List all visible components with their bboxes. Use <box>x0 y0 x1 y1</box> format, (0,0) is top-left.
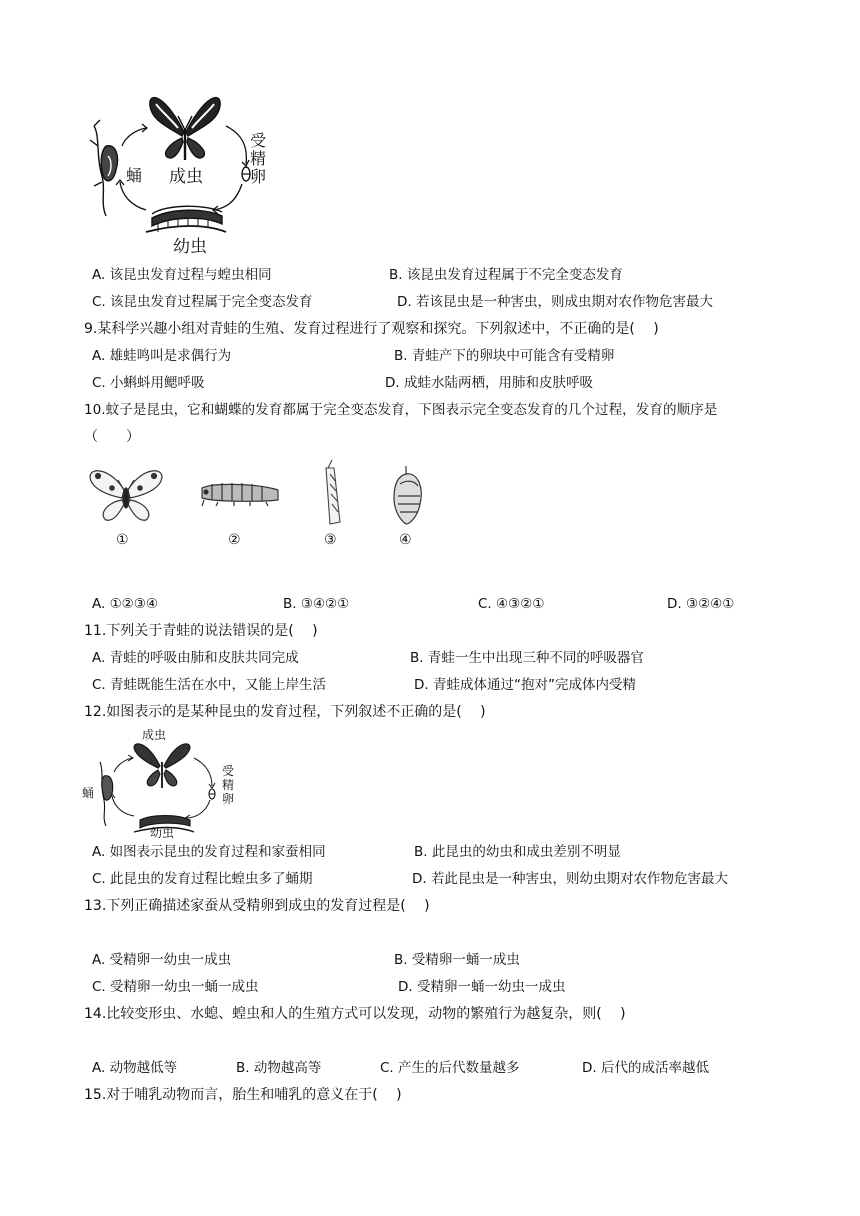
q12-option-a[interactable]: A. 如图表示昆虫的发育过程和家蚕相同 <box>92 844 326 860</box>
q10-label-4: ④ <box>399 532 412 548</box>
q10-stem-line2: （ ） <box>84 429 140 445</box>
egg-stage-drawing <box>326 460 340 524</box>
q11-option-c[interactable]: C. 青蛙既能生活在水中，又能上岸生活 <box>92 677 327 693</box>
butterfly-stage-drawing <box>90 471 162 521</box>
q8-option-c[interactable]: C. 该昆虫发育过程属于完全变态发育 <box>92 294 313 310</box>
fig8-pupa-label: 蛹 <box>126 166 143 185</box>
q10-stages-drawing <box>84 460 434 554</box>
q10-option-b[interactable]: B. ③④②① <box>283 596 350 612</box>
q13-stem: 13.下列正确描述家蚕从受精卵到成虫的发育过程是( ) <box>84 898 430 914</box>
q8-option-d[interactable]: D. 若该昆虫是一种害虫，则成虫期对农作物危害最大 <box>397 294 713 310</box>
q14-stem: 14.比较变形虫、水螅、蝗虫和人的生殖方式可以发现，动物的繁殖行为越复杂，则( ) <box>84 1006 626 1022</box>
q11-option-b[interactable]: B. 青蛙一生中出现三种不同的呼吸器官 <box>410 650 644 666</box>
fig12-larva-label: 幼虫 <box>150 826 175 840</box>
q9-option-c[interactable]: C. 小蝌蚪用鳃呼吸 <box>92 375 205 391</box>
caterpillar-stage-drawing <box>202 483 278 506</box>
q13-option-a[interactable]: A. 受精卵一幼虫一成虫 <box>92 952 232 968</box>
q12-option-c[interactable]: C. 此昆虫的发育过程比蝗虫多了蛹期 <box>92 871 313 887</box>
butterfly-adult-drawing <box>150 98 220 160</box>
life-cycle-figure-q8 <box>86 86 276 262</box>
q11-stem: 11.下列关于青蛙的说法错误的是( ) <box>84 623 318 639</box>
q10-label-3: ③ <box>324 532 337 548</box>
fig12-egg-label: 受精卵 <box>222 764 235 806</box>
q9-option-a[interactable]: A. 雄蛙鸣叫是求偶行为 <box>92 348 232 364</box>
fig8-larva-label: 幼虫 <box>173 237 207 257</box>
q10-option-c[interactable]: C. ④③②① <box>478 596 545 612</box>
q14-option-a[interactable]: A. 动物越低等 <box>92 1060 178 1076</box>
fig8-egg-label: 受精卵 <box>250 131 267 186</box>
q13-option-b[interactable]: B. 受精卵一蛹一成虫 <box>394 952 520 968</box>
q15-stem: 15.对于哺乳动物而言，胎生和哺乳的意义在于( ) <box>84 1087 402 1103</box>
q12-option-b[interactable]: B. 此昆虫的幼虫和成虫差别不明显 <box>414 844 621 860</box>
q10-stem-line1: 10.蚊子是昆虫，它和蝴蝶的发育都属于完全变态发育，下图表示完全变态发育的几个过程，发育的顺序是 <box>84 402 718 418</box>
q10-figure <box>84 460 434 554</box>
q11-option-d[interactable]: D. 青蛙成体通过“抱对”完成体内受精 <box>414 677 636 693</box>
q9-option-d[interactable]: D. 成蛙水陆两栖，用肺和皮肤呼吸 <box>385 375 593 391</box>
q14-option-c[interactable]: C. 产生的后代数量越多 <box>380 1060 520 1076</box>
life-cycle-figure-q12 <box>82 726 242 840</box>
q10-option-d[interactable]: D. ③②④① <box>667 596 735 612</box>
life-cycle-drawing <box>86 86 276 262</box>
q11-option-a[interactable]: A. 青蛙的呼吸由肺和皮肤共同完成 <box>92 650 299 666</box>
q8-option-a[interactable]: A. 该昆虫发育过程与蝗虫相同 <box>92 267 272 283</box>
egg-drawing <box>242 167 250 181</box>
fig12-pupa-label: 蛹 <box>82 786 95 800</box>
q9-option-b[interactable]: B. 青蛙产下的卵块中可能含有受精卵 <box>394 348 615 364</box>
q13-option-c[interactable]: C. 受精卵一幼虫一蛹一成虫 <box>92 979 259 995</box>
q9-stem: 9.某科学兴趣小组对青蛙的生殖、发育过程进行了观察和探究。下列叙述中，不正确的是( ) <box>84 321 659 337</box>
q13-option-d[interactable]: D. 受精卵一蛹一幼虫一成虫 <box>398 979 566 995</box>
q14-option-d[interactable]: D. 后代的成活率越低 <box>582 1060 709 1076</box>
fig8-adult-label: 成虫 <box>169 167 203 187</box>
q12-stem: 12.如图表示的是某种昆虫的发育过程，下列叙述不正确的是( ) <box>84 704 486 720</box>
pupa-drawing <box>90 120 118 216</box>
q12-option-d[interactable]: D. 若此昆虫是一种害虫，则幼虫期对农作物危害最大 <box>412 871 728 887</box>
fig12-adult-label: 成虫 <box>142 728 167 742</box>
pupa-stage-drawing <box>394 466 421 524</box>
q10-option-a[interactable]: A. ①②③④ <box>92 596 158 612</box>
q14-option-b[interactable]: B. 动物越高等 <box>236 1060 322 1076</box>
q10-label-2: ② <box>228 532 241 548</box>
q8-option-b[interactable]: B. 该昆虫发育过程属于不完全变态发育 <box>389 267 623 283</box>
q12-life-cycle-drawing <box>82 726 242 840</box>
q10-label-1: ① <box>116 532 129 548</box>
